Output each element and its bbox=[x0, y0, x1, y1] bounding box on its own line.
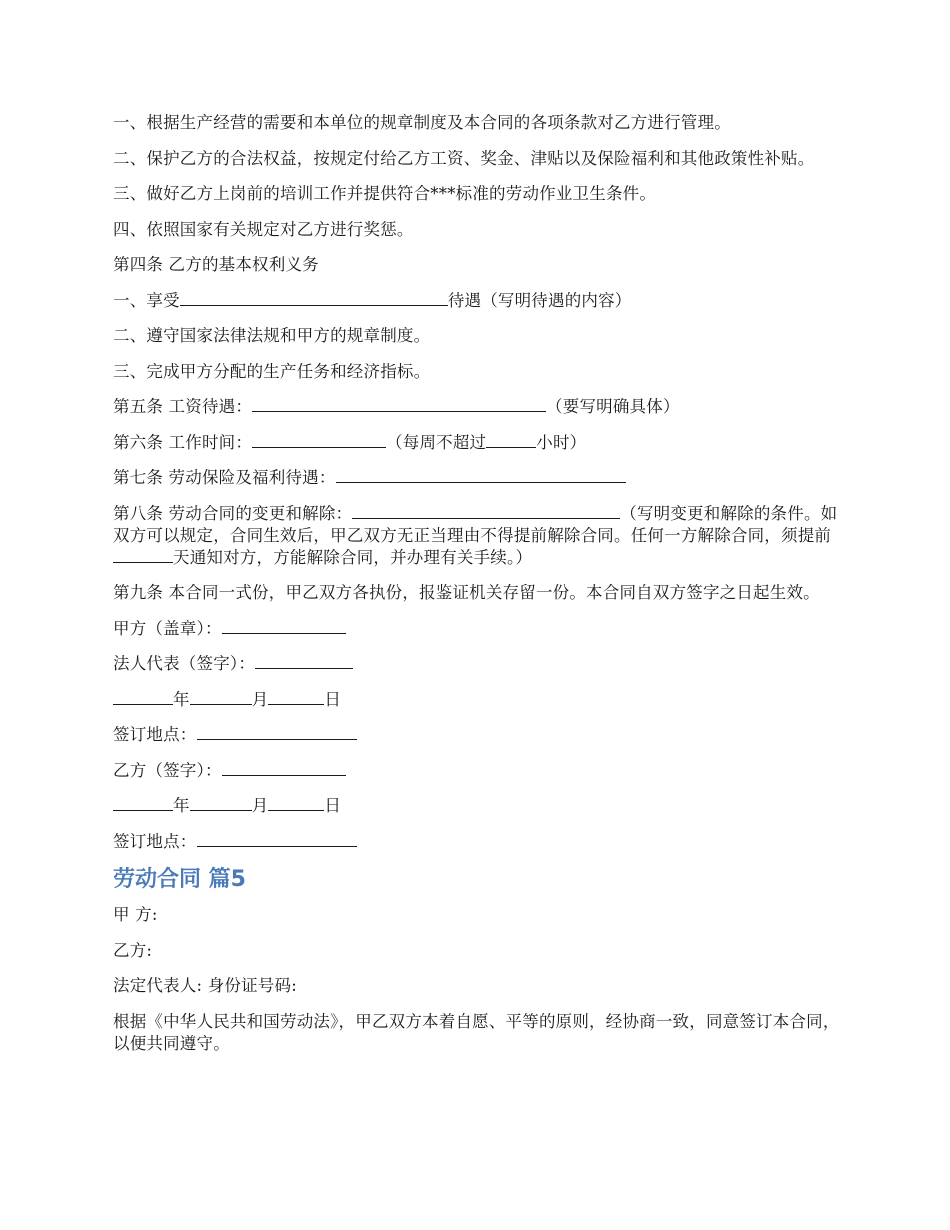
clause-3: 三、做好乙方上岗前的培训工作并提供符合***标准的劳动作业卫生条件。 bbox=[113, 184, 657, 203]
blank-party-b bbox=[222, 760, 346, 776]
benefit-line: 一、享受 待遇（写明待遇的内容） bbox=[113, 290, 632, 310]
blank-month bbox=[190, 795, 252, 811]
date-line-b: 年 月 日 bbox=[113, 795, 843, 817]
blank-benefit bbox=[180, 290, 448, 306]
article-4-title: 第四条 乙方的基本权利义务 bbox=[113, 255, 319, 274]
party-a-label: 甲 方: bbox=[113, 905, 158, 924]
blank-day bbox=[268, 689, 324, 705]
clause-4: 四、依照国家有关规定对乙方进行奖惩。 bbox=[113, 219, 414, 239]
blank-day bbox=[268, 795, 324, 811]
blank-work-time bbox=[252, 432, 386, 448]
blank-place-a bbox=[197, 724, 357, 740]
article-8: 第八条 劳动合同的变更和解除： （写明变更和解除的条件。如双方可以规定，合同生效后，甲乙双方无正当理由不得提前解除合同。任何一方解除合同，须提前天通知对方，方能解除合同，并办理有关手续。） bbox=[113, 503, 838, 567]
blank-hours bbox=[486, 432, 536, 448]
intro-paragraph: 根据《中华人民共和国劳动法》，甲乙双方本着自愿、平等的原则，经协商一致，同意签订本合同，以便共同遵守。 bbox=[113, 1011, 840, 1053]
sign-place-b: 签订地点： bbox=[113, 831, 843, 853]
legal-rep-sign: 法人代表（签字）： bbox=[113, 653, 843, 675]
blank-year bbox=[113, 689, 173, 705]
date-line-a: 年 月 日 bbox=[113, 689, 843, 711]
legal-rep-id-label: 法定代表人: 身份证号码: bbox=[113, 976, 297, 995]
article-6: 第六条 工作时间： （每周不超过 小时） bbox=[113, 432, 587, 452]
sign-place-a: 签订地点： bbox=[113, 724, 843, 746]
blank-change bbox=[352, 503, 620, 519]
section-heading: 劳动合同 篇5 bbox=[113, 867, 246, 892]
party-a-seal: 甲方（盖章）： bbox=[113, 618, 843, 640]
blank-salary bbox=[252, 396, 546, 412]
blank-insurance bbox=[336, 467, 626, 483]
blank-year bbox=[113, 795, 173, 811]
clause-2: 二、保护乙方的合法权益，按规定付给乙方工资、奖金、津贴以及保险福利和其他政策性补贴。 bbox=[113, 148, 815, 168]
blank-notice-days bbox=[113, 547, 173, 563]
blank-month bbox=[190, 689, 252, 705]
blank-party-a bbox=[222, 618, 346, 634]
party-b-sign: 乙方（签字）： bbox=[113, 760, 843, 782]
duty-1: 二、遵守国家法律法规和甲方的规章制度。 bbox=[113, 326, 431, 345]
blank-legal-rep bbox=[255, 653, 353, 669]
document-page bbox=[113, 112, 843, 1068]
duty-2: 三、完成甲方分配的生产任务和经济指标。 bbox=[113, 361, 431, 381]
article-7: 第七条 劳动保险及福利待遇： bbox=[113, 467, 843, 489]
party-b-label: 乙方: bbox=[113, 940, 153, 960]
article-5: 第五条 工资待遇： （要写明确具体） bbox=[113, 397, 680, 416]
blank-place-b bbox=[197, 831, 357, 847]
article-9: 第九条 本合同一式份，甲乙双方各执份，报鉴证机关存留一份。本合同自双方签字之日起生效。 bbox=[113, 583, 820, 602]
clause-1: 一、根据生产经营的需要和本单位的规章制度及本合同的各项条款对乙方进行管理。 bbox=[113, 113, 731, 132]
